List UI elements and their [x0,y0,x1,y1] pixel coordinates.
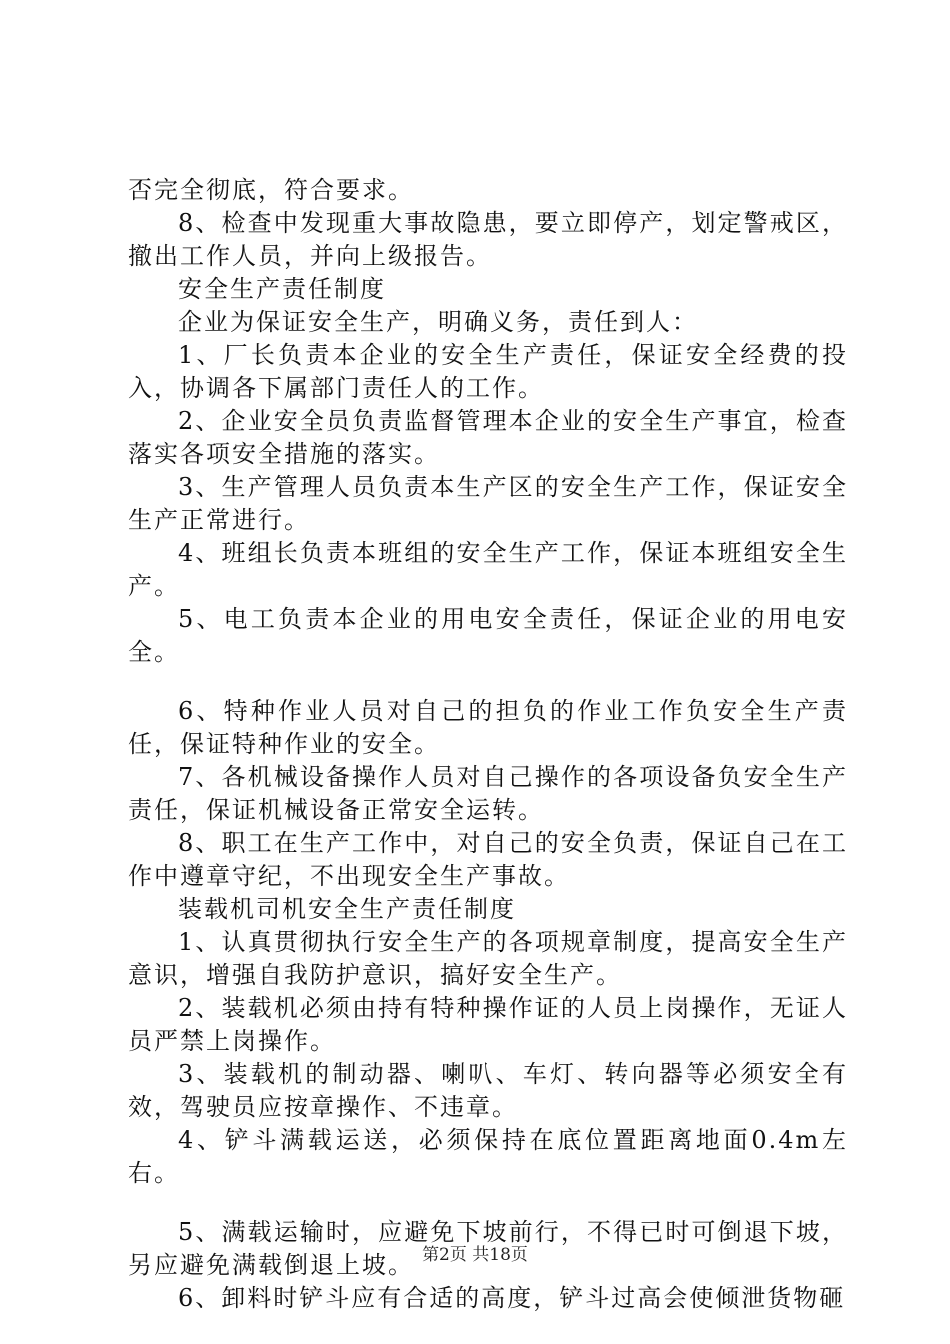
paragraph-intro: 企业为保证安全生产，明确义务，责任到人： [178,308,698,336]
paragraph-item-8: 8、职工在生产工作中，对自己的安全负责，保证自己在工作中遵章守纪，不出现安全生产事故。 [128,829,848,890]
paragraph-item-7: 7、各机械设备操作人员对自己操作的各项设备负安全生产责任，保证机械设备正常安全运转。 [128,763,848,824]
paragraph-loader-item-3: 3、装载机的制动器、喇叭、车灯、转向器等必须安全有效，驾驶员应按章操作、不违章。 [128,1060,848,1121]
paragraph-loader-item-1: 1、认真贯彻执行安全生产的各项规章制度，提高安全生产意识，增强自我防护意识，搞好安全生产。 [128,928,848,989]
paragraph-item-2: 2、企业安全员负责监督管理本企业的安全生产事宜，检查落实各项安全措施的落实。 [128,407,848,468]
paragraph-item-3: 3、生产管理人员负责本生产区的安全生产工作，保证安全生产正常进行。 [128,473,848,534]
paragraph-item-6: 6、特种作业人员对自己的担负的作业工作负安全生产责任，保证特种作业的安全。 [128,697,848,758]
paragraph-loader-item-6: 6、卸料时铲斗应有合适的高度，铲斗过高会使倾泄货物砸 [178,1284,846,1312]
paragraph-item-8-hazard: 8、检查中发现重大事故隐患，要立即停产，划定警戒区，撤出工作人员，并向上级报告。 [128,209,848,270]
paragraph-loader-item-2: 2、装载机必须由持有特种操作证的人员上岗操作，无证人员严禁上岗操作。 [128,994,848,1055]
paragraph-item-5: 5、电工负责本企业的用电安全责任，保证企业的用电安全。 [128,605,848,666]
document-body [128,174,848,1315]
paragraph-item-1: 1、厂长负责本企业的安全生产责任，保证安全经费的投入，协调各下属部门责任人的工作。 [128,341,848,402]
section-heading-safety-responsibility: 安全生产责任制度 [178,275,386,303]
paragraph-continuation: 否完全彻底，符合要求。 [128,176,414,204]
paragraph-item-4: 4、班组长负责本班组的安全生产工作，保证本班组安全生产。 [128,539,848,600]
paragraph-loader-item-4: 4、铲斗满载运送，必须保持在底位置距离地面0.4m左右。 [128,1126,848,1187]
section-heading-loader-driver: 装载机司机安全生产责任制度 [178,895,516,923]
paragraph-loader-item-5: 5、满载运输时，应避免下坡前行，不得已时可倒退下坡，另应避免满载倒退上坡。 [128,1218,848,1279]
page-number-footer: 第2页 共18页 [422,1245,528,1265]
